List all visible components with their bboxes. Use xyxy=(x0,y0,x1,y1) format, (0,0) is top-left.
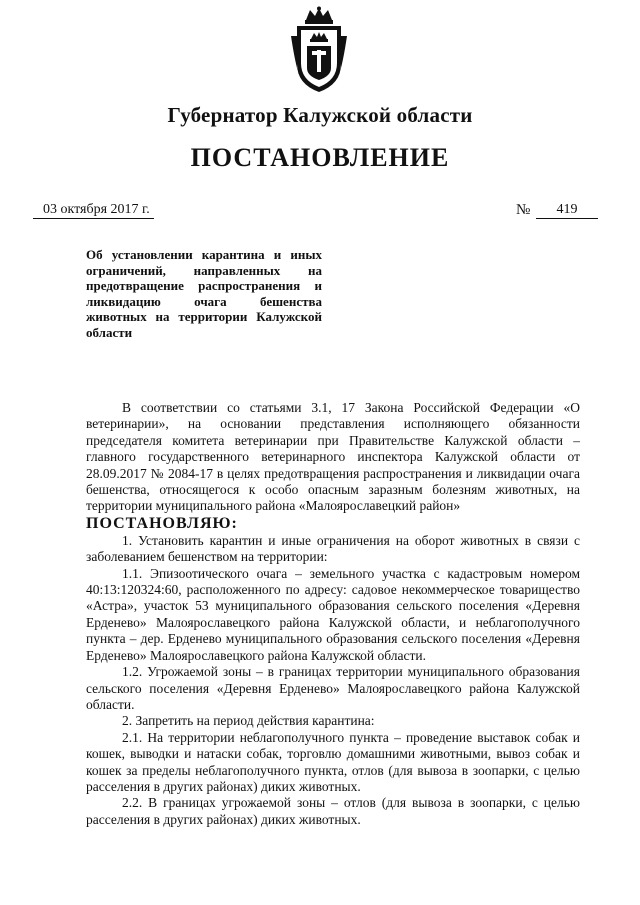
document-number: 419 xyxy=(536,202,598,219)
kaluga-coat-of-arms-icon xyxy=(288,6,350,96)
decree-heading: ПОСТАНОВЛЯЮ: xyxy=(86,514,238,532)
document-body xyxy=(86,400,580,828)
clause-1: 1. Установить карантин и иные ограничения на оборот животных в связи с заболеванием бешенством на территории: xyxy=(86,532,580,565)
clause-2-1: 2.1. На территории неблагополучного пункта – проведение выставок собак и кошек, выводки и натаски собак, торговлю домашними животными, вывоз собак и кошек за пределы неблагополучного пункта, отлов (для вывоза в зоопарки, с целью расселения в других районах) диких животных. xyxy=(86,729,580,794)
document-type-title: ПОСТАНОВЛЕНИЕ xyxy=(190,143,450,172)
clause-2: 2. Запретить на период действия карантина: xyxy=(122,713,375,729)
document-number-label: № xyxy=(516,202,531,218)
clause-1-1: 1.1. Эпизоотического очага – земельного участка с кадастровым номером 40:13:120324:60, расположенного по адресу: садовое некоммерческое товарищество «Астра», участок 53 муниципального образования сельского поселения «Деревня Ерденево» Малоярославецкого района Калужской области, и неблагополучного пункта – дер. Ерденево муниципального образования сельского поселения «Деревня Ерденево» Малоярославецкого района Калужской области. xyxy=(86,565,580,663)
preamble-paragraph: В соответствии со статьями 3.1, 17 Закона Российской Федерации «О ветеринарии», на основании представления исполняющего обязанности председателя комитета ветеринарии при Правительстве Калужской области – главного государственного ветеринарного инспектора Калужской области от 28.09.2017 № 2084-17 в целях предотвращения распространения и ликвидации очага бешенства, относящегося к особо опасным заразным болезням животных, на территории муниципального района «Малоярославецкий район» xyxy=(86,400,580,514)
clause-1-2: 1.2. Угрожаемой зоны – в границах территории муниципального образования сельского поселения «Деревня Ерденево» Малоярославецкого района Калужской области. xyxy=(86,664,580,712)
clause-2-2: 2.2. В границах угрожаемой зоны – отлов (для вывоза в зоопарки, с целью расселения в других районах) диких животных. xyxy=(86,795,580,827)
document-subject: Об установлении карантина и иных ограничений, направленных на предотвращение распространения и ликвидацию очага бешенства животных на территории Калужской области xyxy=(86,247,322,340)
document-date: 03 октября 2017 г. xyxy=(33,202,154,219)
issuing-authority: Губернатор Калужской области xyxy=(167,103,473,127)
